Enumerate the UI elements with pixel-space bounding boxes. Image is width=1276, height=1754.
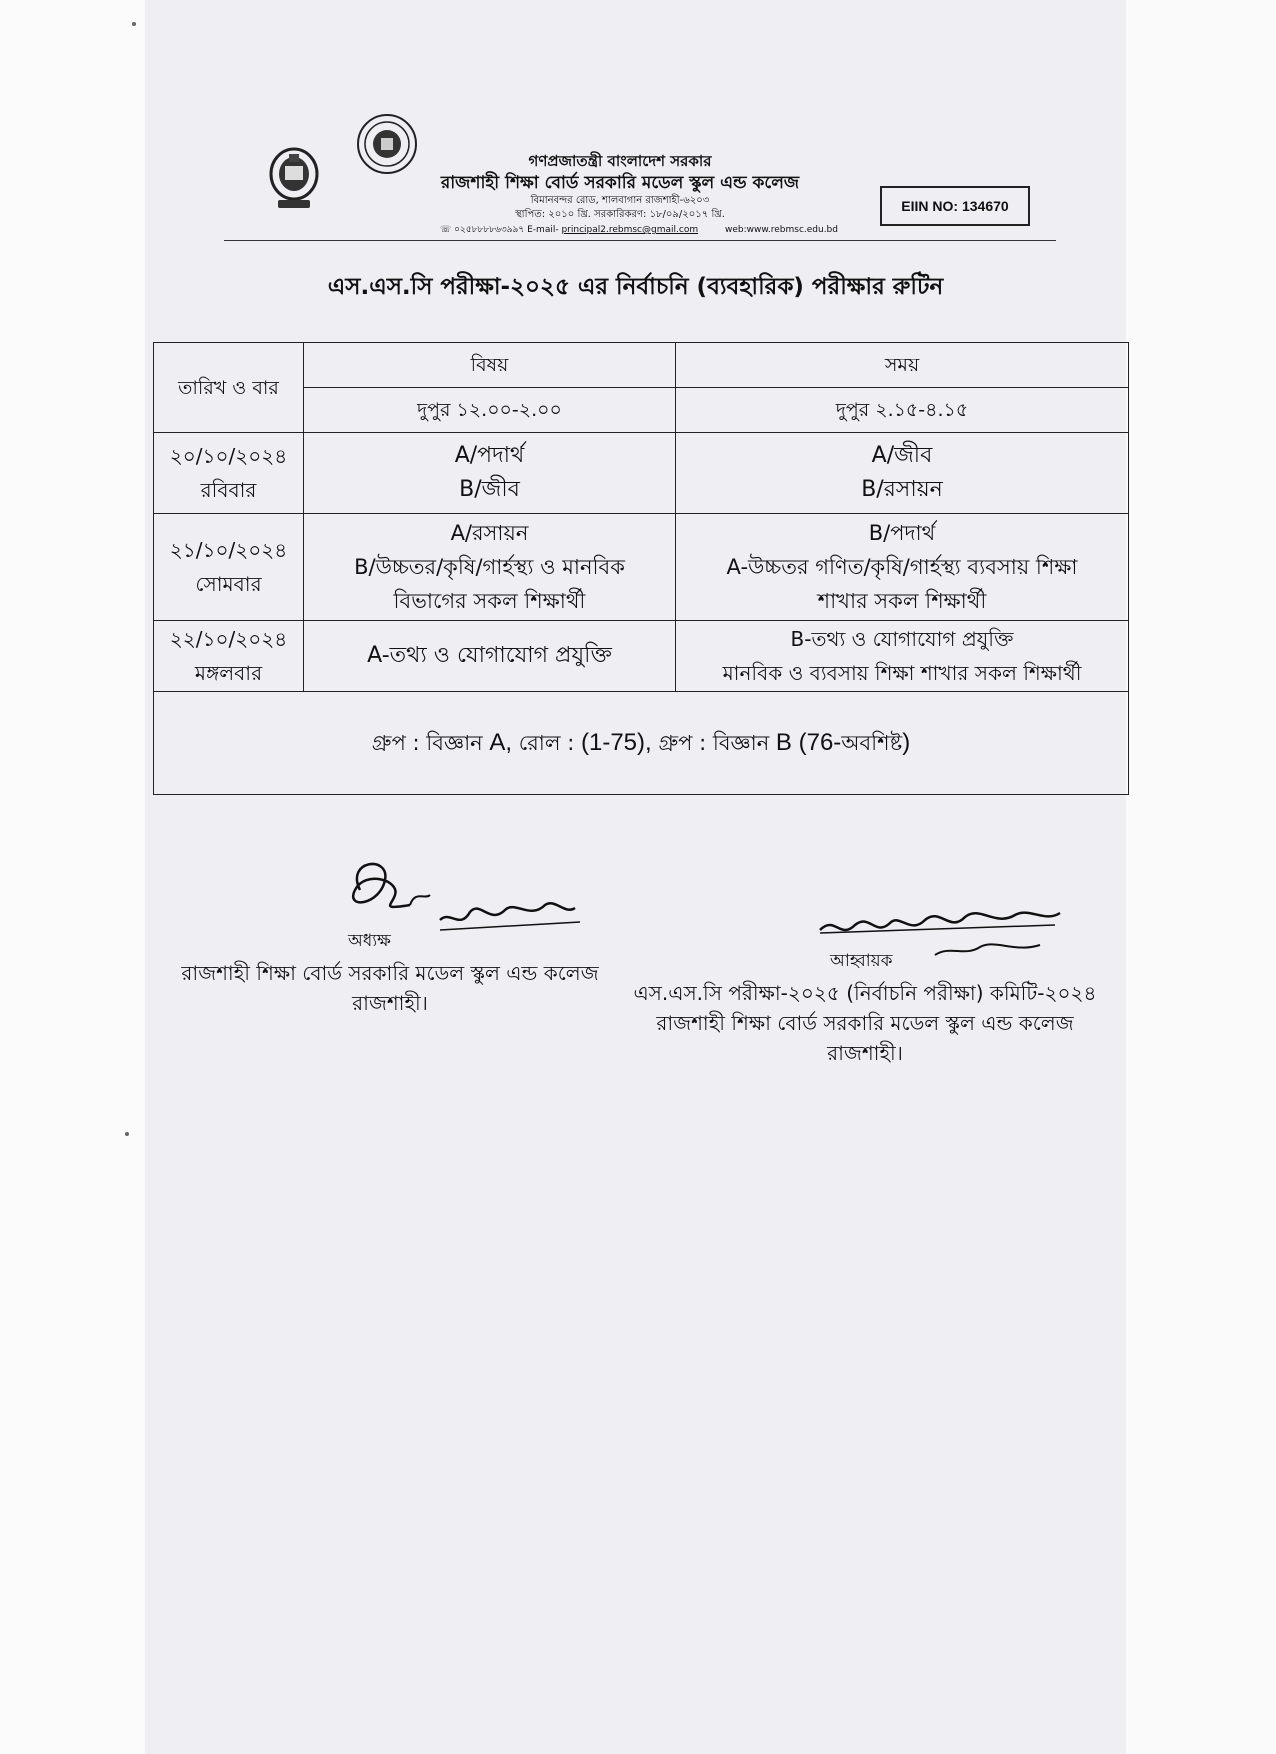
- subject-line: A-উচ্চতর গণিত/কৃষি/গার্হস্থ্য ব্যবসায় শিক্ষা: [726, 555, 1078, 579]
- day: রবিবার: [200, 478, 257, 502]
- website-link[interactable]: web:www.rebmsc.edu.bd: [724, 225, 838, 235]
- table-row: [154, 433, 1129, 514]
- document-sheet: [145, 0, 1126, 1754]
- date-cell: [154, 514, 304, 621]
- roll-range: (1-75),: [580, 729, 652, 756]
- date: ২১/১০/২০২৪: [169, 538, 288, 562]
- convener-signature-block: [630, 948, 1100, 1068]
- establishment-info: স্থাপিত: ২০১০ খ্রি. সরকারিকরণ: ১৮/০৯/২০১৭ খ্রি.: [515, 209, 725, 220]
- table-row: [154, 621, 1129, 692]
- slot2-header: দুপুর ২.১৫-৪.১৫: [676, 388, 1129, 433]
- scan-margin-left: [0, 0, 145, 1754]
- slot2-cell: [676, 621, 1129, 692]
- document-title: এস.এস.সি পরীক্ষা-২০২৫ এর নির্বাচনি (ব্যবহারিক) পরীক্ষার রুটিন: [327, 274, 944, 300]
- institution-address: বিমানবন্দর রোড, শালবাগান রাজশাহী-৬২০৩: [530, 195, 710, 206]
- slot2-cell: [676, 433, 1129, 514]
- group-a-label: গ্রুপ : বিজ্ঞান: [371, 731, 490, 755]
- subject-line: B-তথ্য ও যোগাযোগ প্রযুক্তি: [790, 627, 1014, 651]
- government-name: গণপ্রজাতন্ত্রী বাংলাদেশ সরকার: [528, 152, 712, 170]
- slot1-header: দুপুর ১২.০০-২.০০: [304, 388, 676, 433]
- date-cell: [154, 621, 304, 692]
- table-header-row: [154, 343, 1129, 388]
- scan-margin-right: [1126, 0, 1276, 1754]
- table-row: [154, 514, 1129, 621]
- subject-line: A/রসায়ন: [450, 521, 529, 545]
- group-note-row: [154, 692, 1129, 795]
- subject-line: বিভাগের সকল শিক্ষার্থী: [393, 589, 586, 613]
- group-b-close: ): [902, 729, 911, 756]
- group-b-label: গ্রুপ : বিজ্ঞান: [651, 731, 776, 755]
- group-a-code: A,: [489, 729, 513, 756]
- time-header: সময়: [676, 343, 1129, 388]
- subject-line: B/পদার্থ: [868, 521, 936, 545]
- subject-line: শাখার সকল শিক্ষার্থী: [817, 589, 987, 613]
- principal-institution: রাজশাহী শিক্ষা বোর্ড সরকারি মডেল স্কুল এন্ড কলেজ: [181, 961, 599, 985]
- scan-speck: [125, 1132, 129, 1136]
- date-cell: [154, 433, 304, 514]
- principal-signature-block: [170, 928, 610, 1018]
- convener-committee: এস.এস.সি পরীক্ষা-২০২৫ (নির্বাচনি পরীক্ষা) কমিটি-২০২৪: [633, 981, 1097, 1005]
- convener-role: আহ্বায়ক: [830, 951, 893, 971]
- principal-role: অধ্যক্ষ: [348, 931, 391, 951]
- date: ২২/১০/২০২৪: [169, 627, 288, 651]
- group-b-rest: অবশিষ্ট: [841, 731, 903, 755]
- subject-line: মানবিক ও ব্যবসায় শিক্ষা শাখার সকল শিক্ষার্থী: [722, 661, 1082, 685]
- phone-number: ☏ ০২৫৮৮৮৮৬৩৯৯৭ E-mail-: [440, 225, 559, 235]
- subject-line: A-তথ্য ও যোগাযোগ প্রযুক্তি: [367, 643, 612, 668]
- subject-line: A/পদার্থ: [454, 443, 525, 468]
- date-day-header: তারিখ ও বার: [154, 343, 304, 433]
- contact-line: [440, 222, 838, 237]
- principal-location: রাজশাহী।: [352, 991, 428, 1015]
- convener-institution: রাজশাহী শিক্ষা বোর্ড সরকারি মডেল স্কুল এন্ড কলেজ: [656, 1011, 1074, 1035]
- subject-line: B/রসায়ন: [861, 477, 943, 502]
- roll-label: রোল :: [512, 731, 581, 755]
- slot1-cell: [304, 514, 676, 621]
- day: সোমবার: [195, 572, 262, 596]
- group-b-code: B (76-: [775, 729, 842, 756]
- slot1-cell: [304, 621, 676, 692]
- day: মঙ্গলবার: [194, 661, 263, 685]
- subject-header: বিষয়: [304, 343, 676, 388]
- eiin-number-box: EIIN NO: 134670: [880, 186, 1030, 226]
- convener-location: রাজশাহী।: [827, 1041, 903, 1065]
- slot1-cell: [304, 433, 676, 514]
- header-divider: [224, 240, 1056, 241]
- scan-speck: [132, 22, 136, 26]
- date: ২০/১০/২০২৪: [169, 444, 288, 468]
- group-note: [154, 692, 1129, 795]
- subject-line: B/উচ্চতর/কৃষি/গার্হস্থ্য ও মানবিক: [354, 555, 625, 579]
- exam-routine-table: [153, 342, 1129, 795]
- board-emblem-icon: [268, 146, 320, 212]
- institution-name: রাজশাহী শিক্ষা বোর্ড সরকারি মডেল স্কুল এন্ড কলেজ: [440, 173, 800, 193]
- email-link[interactable]: principal2.rebmsc@gmail.com: [561, 225, 699, 235]
- slot2-cell: [676, 514, 1129, 621]
- subject-line: A/জীব: [871, 443, 933, 468]
- subject-line: B/জীব: [459, 477, 520, 502]
